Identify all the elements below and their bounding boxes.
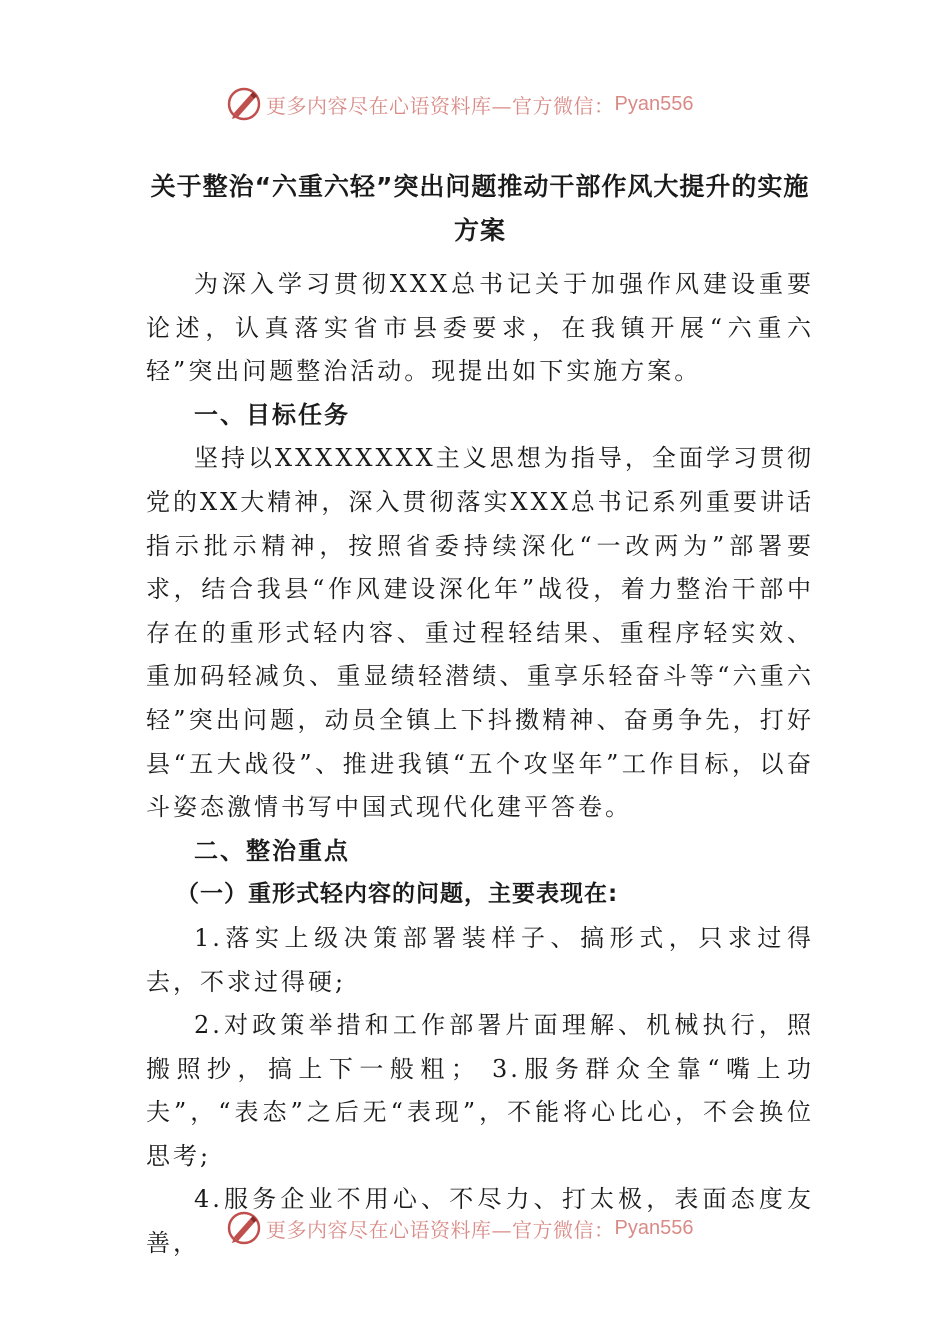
section-heading-1: 一、目标任务 xyxy=(194,400,350,429)
intro-paragraph: 为深入学习贯彻XXX总书记关于加强作风建设重要论述，认真落实省市县委要求，在我镇开展“六重六轻”突出问题整治活动。现提出如下实施方案。 xyxy=(146,270,814,386)
document-body xyxy=(146,165,814,1266)
list-item-2: 2.对政策举措和工作部署片面理解、机械执行，照搬照抄，搞上下一般粗； 3.服务群众全靠“嘴上功夫”，“表态”之后无“表现”，不能将心比心，不会换位思考; xyxy=(146,1011,814,1170)
watermark-id: Pyan556 xyxy=(614,1216,694,1239)
watermark-text: 更多内容尽在心语资料库—官方微信： xyxy=(266,93,615,118)
document-title: 关于整治“六重六轻”突出问题推动干部作风大提升的实施方案 xyxy=(150,172,810,245)
watermark-header xyxy=(226,84,693,124)
section-1-body: 坚持以XXXXXXXX主义思想为指导，全面学习贯彻党的XX大精神，深入贯彻落实XXX总书记系列重要讲话指示批示精神，按照省委持续深化“一改两为”部署要求，结合我县“作风建设深化年”战役，着力整治干部中存在的重形式轻内容、重过程轻结果、重程序轻实效、重加码轻减负、重显绩轻潜绩、重享乐轻奋斗等“六重六轻”突出问题，动员全镇上下抖擞精神、奋勇争先，打好县“五大战役”、推进我镇“五个攻坚年”工作目标，以奋斗姿态激情书写中国式现代化建平答卷。 xyxy=(146,444,814,822)
pen-logo-icon xyxy=(226,1210,262,1246)
pen-logo-icon xyxy=(226,86,262,122)
section-heading-2: 二、整治重点 xyxy=(194,836,350,865)
watermark-text: 更多内容尽在心语资料库—官方微信： xyxy=(266,1217,615,1242)
watermark-id: Pyan556 xyxy=(614,92,694,115)
list-item-1: 1.落实上级决策部署装样子、搞形式，只求过得去，不求过得硬; xyxy=(146,923,814,996)
subsection-heading-1: （一）重形式轻内容的问题，主要表现在: xyxy=(176,881,619,908)
watermark-footer xyxy=(226,1208,693,1248)
list-item-4: 4.服务企业不用心、不尽力、打太极，表面态度友善， xyxy=(146,1185,814,1258)
